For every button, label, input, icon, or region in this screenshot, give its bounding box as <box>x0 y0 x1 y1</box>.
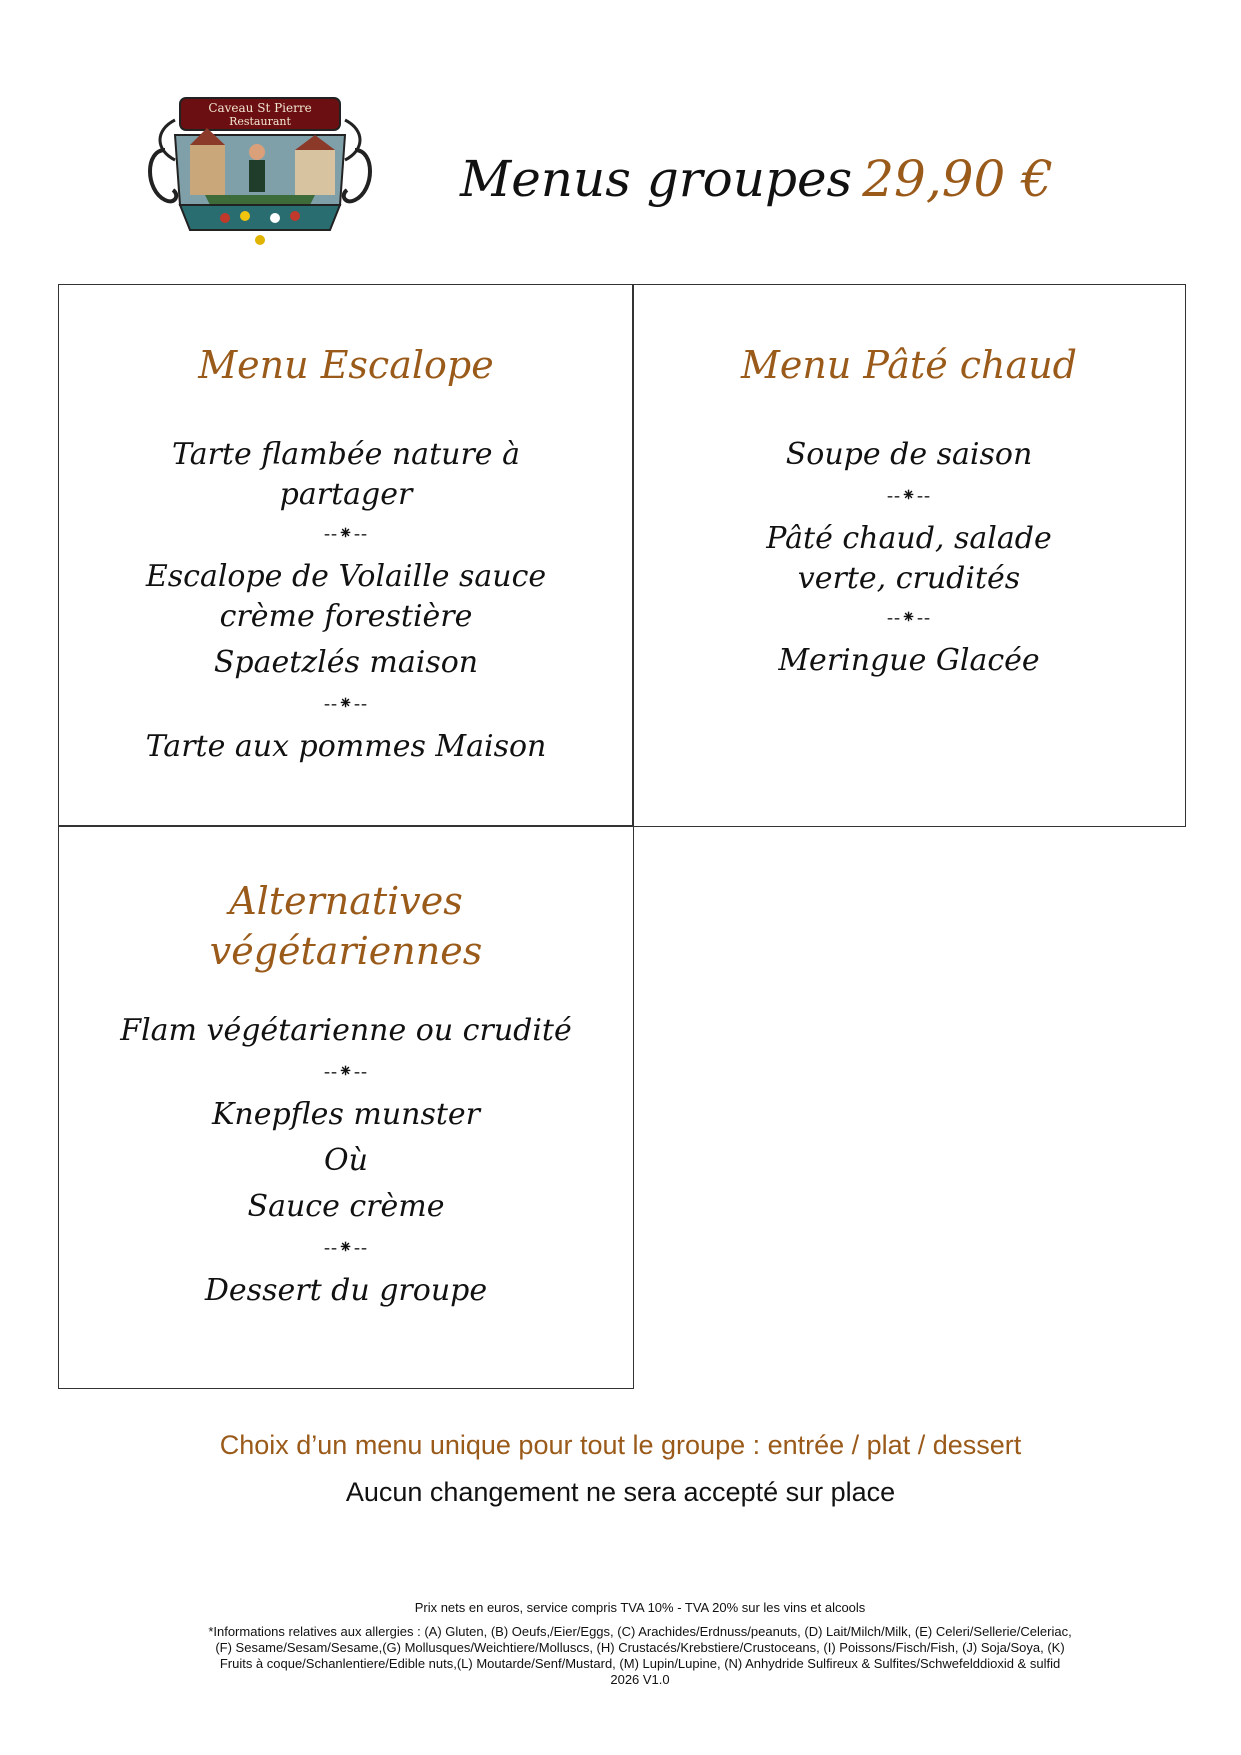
title-text: Menus groupes <box>460 150 853 208</box>
footer-prices: Prix nets en euros, service compris TVA 10% - TVA 20% sur les vins et alcools <box>414 1600 866 1615</box>
footer-allergens: *Informations relatives aux allergies : (A) Gluten, (B) Oeufs,/Eier/Eggs, (C) Arachides/Erdnuss/peanuts, (D) Lait/Milch/Milk, (E) Celeri/Sellerie/Celeriac, (F) Sesame/Sesam/Sesame,(G) Mollusques/Weichtiere/Molluscs, (H) Crustacés/Krebstiere/Crustoceans, (I) Poissons/Fisch/Fish, (J) Soja/Soya, (K) Fruits à coque/Schanlentiere/Edible nuts,(L) Moutarde/Senf/Mustard, (M) Lupin/Lupine, (N) Anhydride Sulfireux & Sulfites/Schwefelddioxid & sulfid <box>208 1624 1072 1671</box>
menu-escalope-title: Menu Escalope <box>198 343 494 387</box>
restaurant-logo <box>145 90 375 250</box>
menu-pate-title: Menu Pâté chaud <box>741 343 1077 387</box>
separator: --⁕-- <box>323 693 369 713</box>
menu-pate-dessert: Meringue Glacée <box>778 643 1040 678</box>
menu-vegetarian-main-3: Sauce crème <box>247 1189 445 1224</box>
footer-version: 2026 V1.0 <box>610 1672 670 1687</box>
separator: --⁕-- <box>323 1061 369 1081</box>
menu-escalope-main: Escalope de Volaille sauce crème forestière <box>145 559 547 634</box>
footer <box>200 1600 1080 1688</box>
menu-vegetarian-main-1: Knepfles munster <box>211 1097 481 1132</box>
choice-note: Choix d’un menu unique pour tout le groupe : entrée / plat / dessert <box>219 1430 1022 1460</box>
menu-vegetarian-main-2: Où <box>324 1143 368 1178</box>
menu-escalope-starter: Tarte flambée nature à partager <box>172 437 520 512</box>
menu-vegetarian-dessert: Dessert du groupe <box>204 1273 488 1308</box>
menu-escalope-dessert: Tarte aux pommes Maison <box>145 729 547 764</box>
menu-vegetarian-starter: Flam végétarienne ou crudité <box>120 1013 572 1048</box>
page-title <box>460 150 1053 208</box>
separator: --⁕-- <box>323 1237 369 1257</box>
menu-vegetarian-title: Alternatives végétariennes <box>209 879 483 973</box>
logo-text-1: Caveau St Pierre <box>208 101 312 115</box>
menu-pate-box <box>632 284 1186 827</box>
title-price: 29,90 € <box>862 150 1054 208</box>
menu-pate-starter: Soupe de saison <box>785 437 1033 472</box>
menu-escalope-side: Spaetzlés maison <box>213 645 479 680</box>
separator: --⁕-- <box>886 607 932 627</box>
menu-pate-main: Pâté chaud, salade verte, crudités <box>766 521 1052 596</box>
menu-escalope-box <box>58 284 634 827</box>
menu-vegetarian-box <box>58 825 634 1389</box>
separator: --⁕-- <box>323 523 369 543</box>
logo-text-2: Restaurant <box>229 115 291 128</box>
separator: --⁕-- <box>886 485 932 505</box>
no-change-note: Aucun changement ne sera accepté sur place <box>345 1477 896 1507</box>
